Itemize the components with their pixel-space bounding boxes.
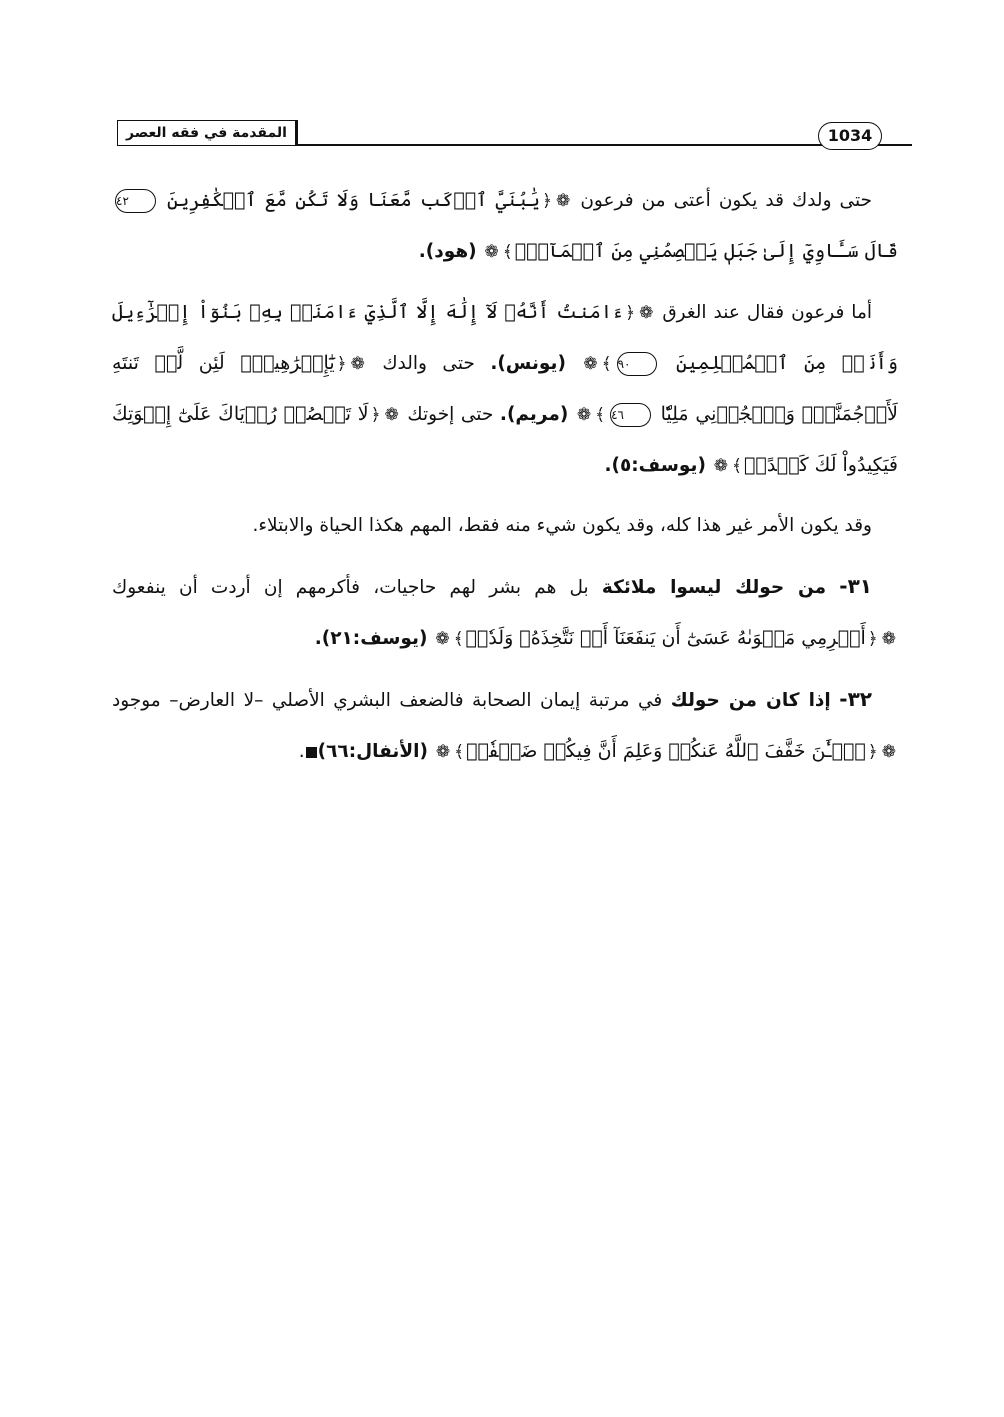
quran-open-bracket-icon: ﴿ bbox=[625, 303, 636, 323]
quran-open-bracket-icon: ﴿ bbox=[336, 354, 347, 374]
paragraph-3 bbox=[112, 501, 898, 551]
quran-source: (هود). bbox=[418, 241, 477, 262]
ayah-number-mark: ٩٠ bbox=[617, 352, 658, 376]
flower-ornament-icon: ❁ bbox=[556, 191, 571, 211]
quran-close-bracket-icon: ﴾ bbox=[601, 354, 612, 374]
page-number: 1034 bbox=[818, 122, 882, 150]
quran-open-bracket-icon: ﴿ bbox=[370, 405, 381, 425]
point-heading: إذا كان من حولك bbox=[670, 690, 831, 711]
point-number: ٣١- bbox=[839, 574, 872, 598]
quran-verse: ءَامَنتُ أَنَّهُۥ لَآ إِلَٰهَ إِلَّا ٱلَّذِيٓ ءَامَنَتۡ بِهِۦ بَنُوٓاْ إِسۡرَٰٓءِيلَ وَأَنَا۠ مِنَ ٱلۡمُسۡلِمِينَ bbox=[112, 301, 899, 374]
quran-verse: ٱلۡـَٰٔنَ خَفَّفَ ٱللَّهُ عَنكُمۡ وَعَلِمَ أَنَّ فِيكُمۡ ضَعۡفٗاۚ bbox=[466, 740, 866, 762]
ayah-number-mark: ٤٦ bbox=[610, 403, 651, 427]
quran-source: (يونس). bbox=[490, 353, 566, 374]
point-31 bbox=[112, 561, 898, 664]
quran-verse: يَٰبُنَيَّ ٱرۡكَب مَّعَنَا وَلَا تَكُن مَّعَ ٱلۡكَٰفِرِينَ bbox=[166, 189, 541, 211]
paragraph-text: أما فرعون فقال عند الغرق bbox=[662, 302, 872, 323]
paragraph-text: وقد يكون الأمر غير هذا كله، وقد يكون شيء منه فقط، المهم هكذا الحياة والابتلاء. bbox=[252, 515, 872, 536]
quran-source: (يوسف:٥). bbox=[604, 455, 706, 476]
flower-ornament-icon: ❁ bbox=[639, 303, 654, 323]
end-period: . bbox=[298, 741, 305, 762]
quran-source: (مريم). bbox=[499, 404, 569, 425]
flower-ornament-icon: ❁ bbox=[583, 354, 598, 374]
flower-ornament-icon: ❁ bbox=[881, 742, 896, 762]
flower-ornament-icon: ❁ bbox=[350, 354, 365, 374]
end-of-section-square-icon bbox=[306, 747, 317, 758]
quran-open-bracket-icon: ﴿ bbox=[867, 742, 878, 762]
flower-ornament-icon: ❁ bbox=[576, 405, 592, 425]
point-heading: من حولك ليسوا ملائكة bbox=[601, 577, 827, 598]
quran-verse: قَالَ سَـَٔاوِيٓ إِلَىٰ جَبَلٖ يَعۡصِمُنِي مِنَ ٱلۡمَآءِۚ bbox=[514, 240, 898, 262]
quran-close-bracket-icon: ﴾ bbox=[454, 742, 465, 762]
ayah-number-mark: ٤٢ bbox=[115, 189, 156, 213]
flower-ornament-icon: ❁ bbox=[881, 629, 896, 649]
paragraph-text: حتى ولدك قد يكون أعتى من فرعون bbox=[580, 190, 872, 211]
quran-close-bracket-icon: ﴾ bbox=[502, 242, 513, 262]
flower-ornament-icon: ❁ bbox=[484, 242, 499, 262]
paragraph-1 bbox=[112, 175, 898, 277]
flower-ornament-icon: ❁ bbox=[435, 629, 450, 649]
quran-close-bracket-icon: ﴾ bbox=[453, 629, 464, 649]
flower-ornament-icon: ❁ bbox=[713, 456, 729, 476]
quran-close-bracket-icon: ﴾ bbox=[732, 456, 743, 476]
quran-source: (الأنفال:٦٦) bbox=[317, 741, 428, 762]
paragraph-text: في مرتبة إيمان الصحابة فالضعف البشري الأصلي –لا العارض– موجود bbox=[112, 690, 663, 711]
quran-verse: أَكۡرِمِي مَثۡوَىٰهُ عَسَىٰٓ أَن يَنفَعَنَآ أَوۡ نَتَّخِذَهُۥ وَلَدٗاۚ bbox=[465, 627, 866, 649]
point-number: ٣٢- bbox=[839, 687, 872, 711]
paragraph-text: بل هم بشر لهم حاجيات، فأكرمهم إن أردت أن ينفعوك bbox=[112, 577, 589, 598]
flower-ornament-icon: ❁ bbox=[384, 405, 399, 425]
quran-verse: لَا تَقۡصُصۡ رُءۡيَاكَ عَلَىٰٓ إِخۡوَتِكَ فَيَكِيدُواْ لَكَ كَيۡدًاۖ bbox=[112, 403, 898, 476]
flower-ornament-icon: ❁ bbox=[435, 742, 451, 762]
paragraph-2 bbox=[112, 287, 898, 491]
body-text bbox=[112, 175, 898, 787]
quran-source: (يوسف:٢١). bbox=[314, 628, 428, 649]
page-header bbox=[117, 118, 912, 152]
paragraph-text: حتى إخوتك bbox=[407, 404, 494, 425]
paragraph-text: حتى والدك bbox=[382, 353, 475, 374]
quran-open-bracket-icon: ﴿ bbox=[542, 191, 553, 211]
quran-open-bracket-icon: ﴿ bbox=[867, 629, 878, 649]
quran-close-bracket-icon: ﴾ bbox=[595, 405, 606, 425]
point-32 bbox=[112, 674, 898, 777]
quran-verse: يَٰٓإِبۡرَٰهِيمُۖ لَئِن لَّمۡ تَنتَهِ لَأَرۡجُمَنَّكَۖ وَٱهۡجُرۡنِي مَلِيّٗا bbox=[112, 352, 898, 425]
running-title: المقدمة في فقه العصر bbox=[117, 120, 298, 145]
